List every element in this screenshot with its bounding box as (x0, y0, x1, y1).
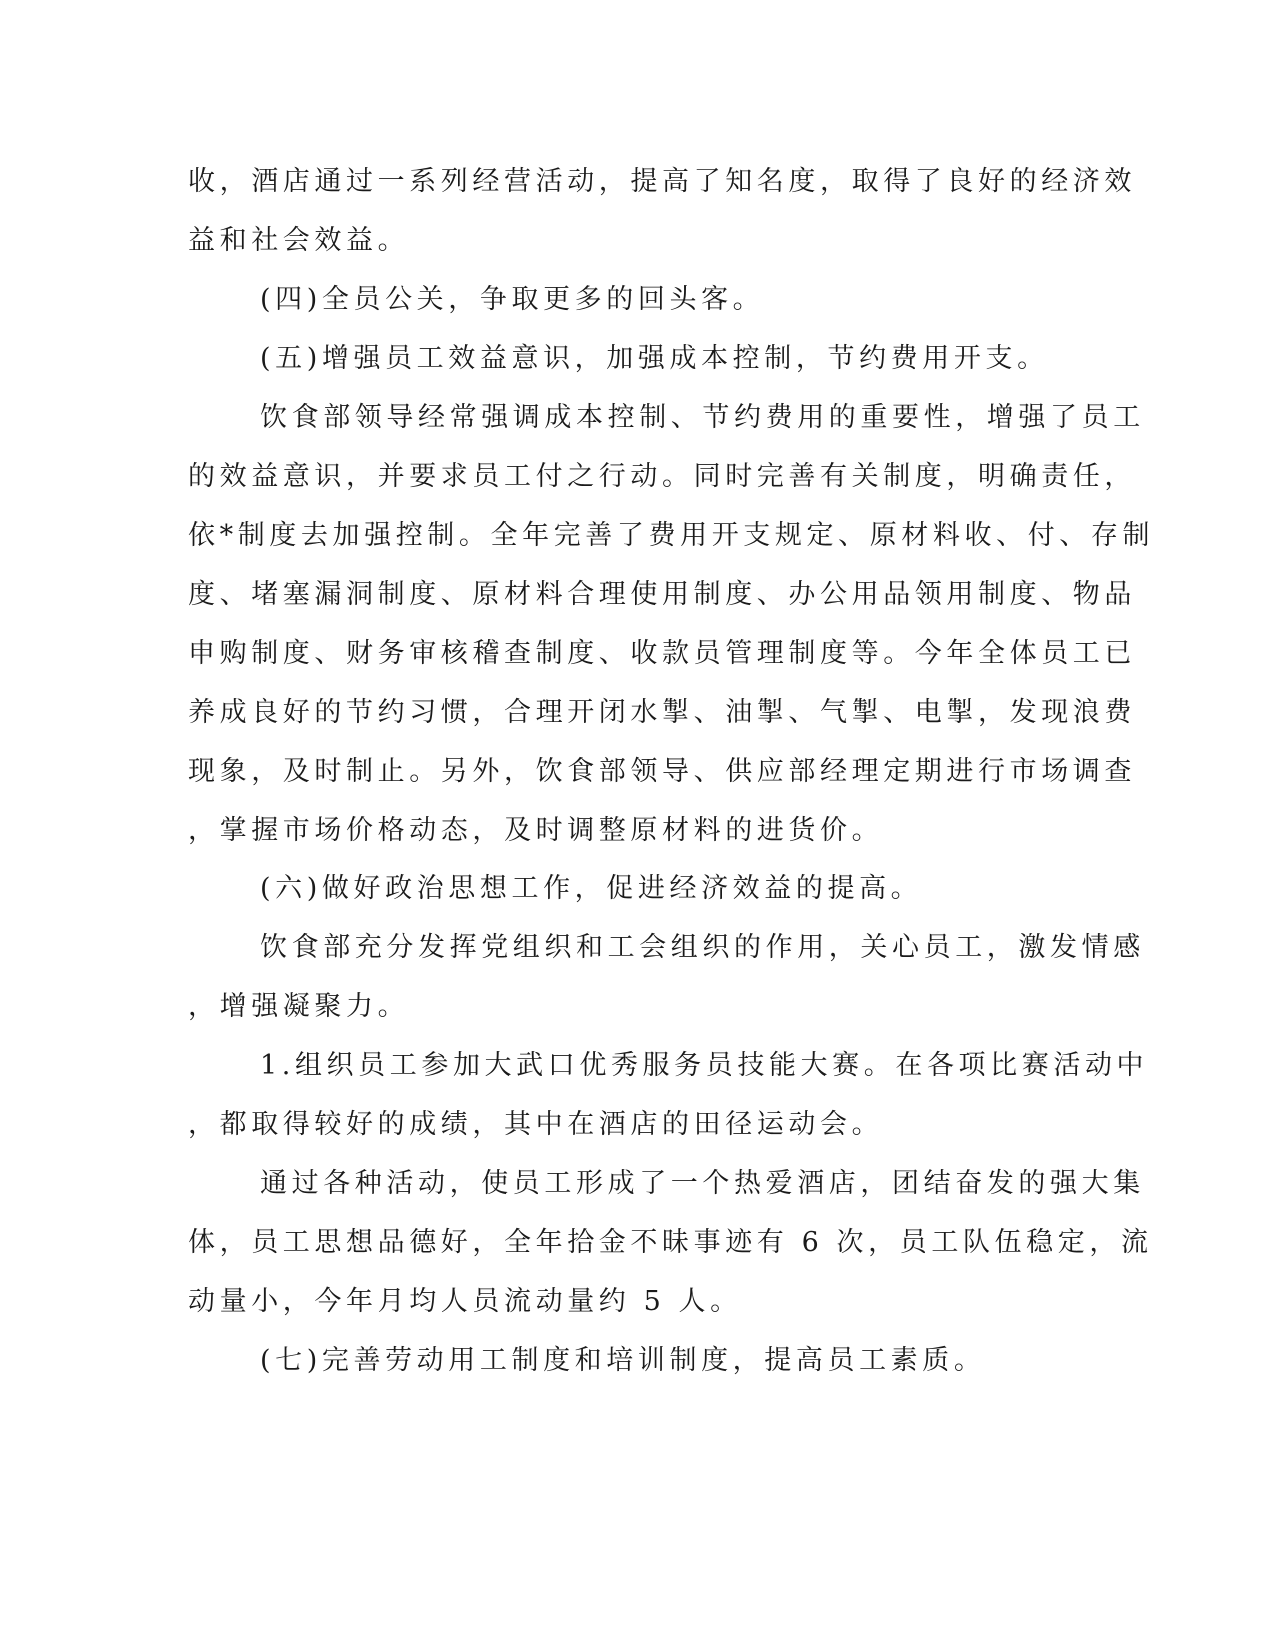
text-line: 现象，及时制止。另外，饮食部领导、供应部经理定期进行市场调查 (188, 756, 1136, 787)
text-line: 体，员工思想品德好，全年拾金不昧事迹有 6 次，员工队伍稳定，流 (188, 1227, 1153, 1258)
text-line: 益和社会效益。 (188, 225, 410, 256)
text-line: ，都取得较好的成绩，其中在酒店的田径运动会。 (188, 1109, 884, 1140)
text-line: ，增强凝聚力。 (188, 991, 410, 1022)
text-line: 饮食部领导经常强调成本控制、节约费用的重要性，增强了员工 (260, 402, 1145, 433)
text-line: 动量小，今年月均人员流动量约 5 人。 (188, 1286, 742, 1317)
text-line: 饮食部充分发挥党组织和工会组织的作用，关心员工，激发情感 (260, 932, 1145, 963)
section-heading: (四)全员公关，争取更多的回头客。 (260, 284, 765, 315)
section-heading: (六)做好政治思想工作，促进经济效益的提高。 (260, 873, 923, 904)
text-line: ，掌握市场价格动态，及时调整原材料的进货价。 (188, 815, 884, 846)
text-line: 养成良好的节约习惯，合理开闭水掣、油掣、气掣、电掣，发现浪费 (188, 697, 1136, 728)
text-line: 依*制度去加强控制。全年完善了费用开支规定、原材料收、付、存制 (188, 520, 1155, 551)
text-line: 1.组织员工参加大武口优秀服务员技能大赛。在各项比赛活动中 (260, 1050, 1149, 1081)
section-heading: (七)完善劳动用工制度和培训制度，提高员工素质。 (260, 1345, 986, 1376)
text-line: 收，酒店通过一系列经营活动，提高了知名度，取得了良好的经济效 (188, 166, 1136, 197)
text-line: 申购制度、财务审核稽查制度、收款员管理制度等。今年全体员工已 (188, 638, 1136, 669)
section-heading: (五)增强员工效益意识，加强成本控制，节约费用开支。 (260, 343, 1049, 374)
text-line: 的效益意识，并要求员工付之行动。同时完善有关制度，明确责任， (188, 461, 1136, 492)
text-line: 通过各种活动，使员工形成了一个热爱酒店，团结奋发的强大集 (260, 1168, 1145, 1199)
text-line: 度、堵塞漏洞制度、原材料合理使用制度、办公用品领用制度、物品 (188, 579, 1136, 610)
